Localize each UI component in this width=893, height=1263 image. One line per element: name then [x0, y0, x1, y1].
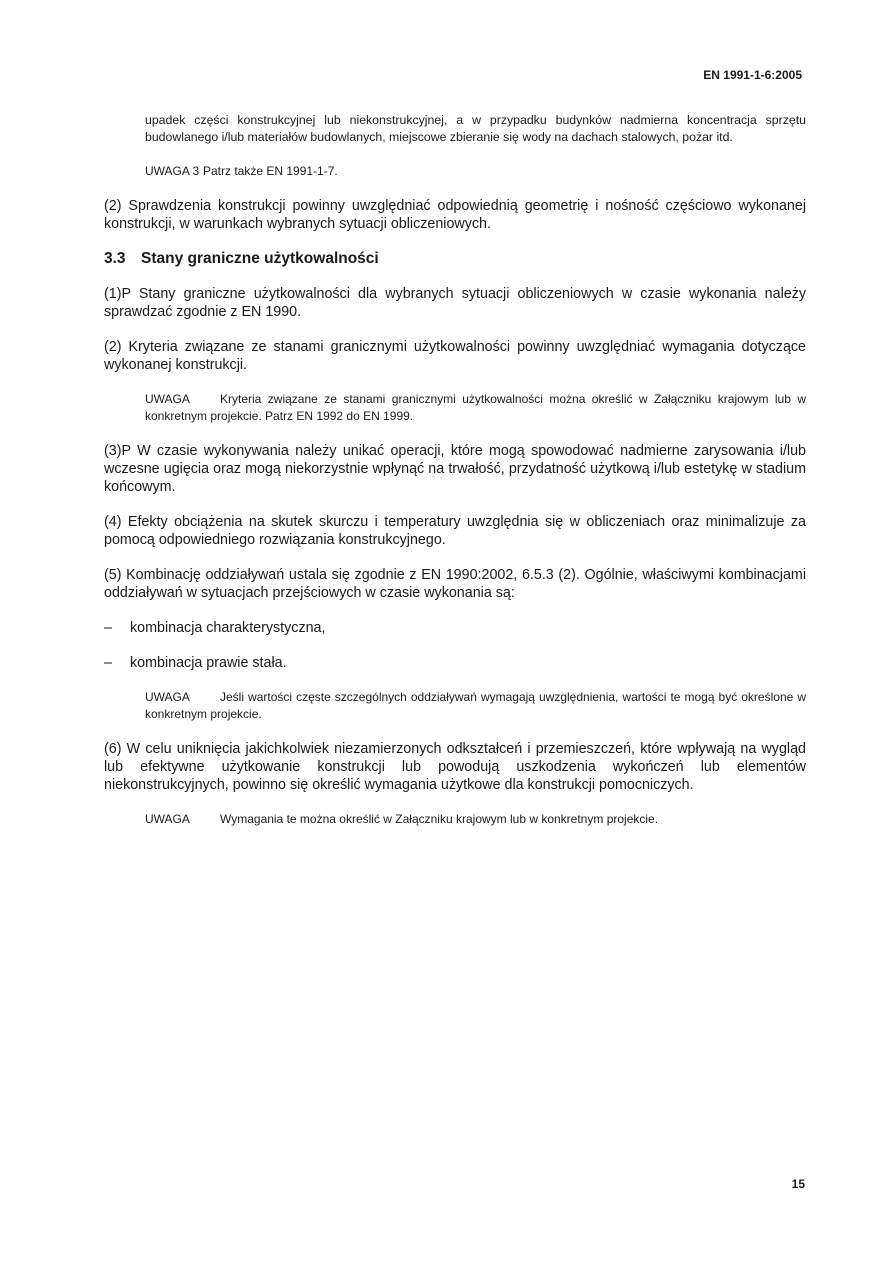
note-text: Jeśli wartości częste szczególnych oddziaływań wymagają uwzględnienia, wartości te mogą być określone w konkretnym projekcie. [145, 690, 806, 721]
paragraph-3p: (3)P W czasie wykonywania należy unikać operacji, które mogą spowodować nadmierne zarysowania i/lub wczesne ugięcia oraz mogą niekorzystnie wpłynąć na trwałość, przydatność użytkową i/lub estetykę w stadium końcowym. [104, 443, 806, 495]
paragraph-2b: (2) Kryteria związane ze stanami granicznymi użytkowalności powinny uwzględniać wymagania dotyczące wykonanej konstrukcji. [104, 339, 806, 373]
note-1 [145, 391, 806, 425]
note-text: Patrz także EN 1991-1-7. [203, 164, 338, 178]
note-label: UWAGA [145, 812, 190, 826]
section-title: Stany graniczne użytkowalności [141, 250, 379, 267]
section-number: 3.3 [104, 250, 126, 267]
paragraph-4: (4) Efekty obciążenia na skutek skurczu i temperatury uwzględnia się w obliczeniach oraz minimalizuje za pomocą odpowiedniego rozwiązania konstrukcyjnego. [104, 514, 806, 548]
note-text: Wymagania te można określić w Załączniku krajowym lub w konkretnym projekcie. [220, 812, 659, 826]
paragraph-6: (6) W celu uniknięcia jakichkolwiek niezamierzonych odkształceń i przemieszczeń, które wpływają na wygląd lub efektywne użytkowanie konstrukcji lub powodują uszkodzenia wykończeń lub elementów niekonstrukcyjnych, powinno się określić wymagania użytkowe dla konstrukcji pomocniczych. [104, 741, 806, 793]
paragraph-1p: (1)P Stany graniczne użytkowalności dla wybranych sytuacji obliczeniowych w czasie wykonania należy sprawdzać zgodnie z EN 1990. [104, 286, 806, 320]
dash-bullet: – [104, 620, 112, 636]
note-3b [145, 811, 806, 828]
note-3 [145, 163, 806, 180]
paragraph-2: (2) Sprawdzenia konstrukcji powinny uwzględniać odpowiednią geometrię i nośność częściowo wykonanej konstrukcji, w warunkach wybranych sytuacji obliczeniowych. [104, 198, 806, 232]
list-item [104, 619, 806, 637]
page-content [104, 112, 806, 845]
note-2 [145, 689, 806, 723]
list-item-text: kombinacja prawie stała. [130, 655, 287, 671]
note-label: UWAGA 3 [145, 164, 200, 178]
continued-paragraph: upadek części konstrukcyjnej lub niekonstrukcyjnej, a w przypadku budynków nadmierna koncentracja sprzętu budowlanego i/lub materiałów budowlanych, miejscowe zbieranie się wody na dachach stalowych, pożar itd. [145, 113, 806, 144]
list-item [104, 654, 806, 672]
section-heading [104, 250, 806, 268]
paragraph-5: (5) Kombinację oddziaływań ustala się zgodnie z EN 1990:2002, 6.5.3 (2). Ogólnie, właściwymi kombinacjami oddziaływań w sytuacjach przejściowych w czasie wykonania są: [104, 567, 806, 601]
note-label: UWAGA [145, 690, 190, 704]
note-text: Kryteria związane ze stanami granicznymi użytkowalności można określić w Załączniku krajowym lub w konkretnym projekcie. Patrz EN 1992 do EN 1999. [145, 392, 806, 423]
page-number: 15 [791, 1177, 805, 1191]
dash-bullet: – [104, 655, 112, 671]
document-id-header: EN 1991-1-6:2005 [703, 68, 802, 82]
list-item-text: kombinacja charakterystyczna, [130, 620, 326, 636]
note-label: UWAGA [145, 392, 190, 406]
